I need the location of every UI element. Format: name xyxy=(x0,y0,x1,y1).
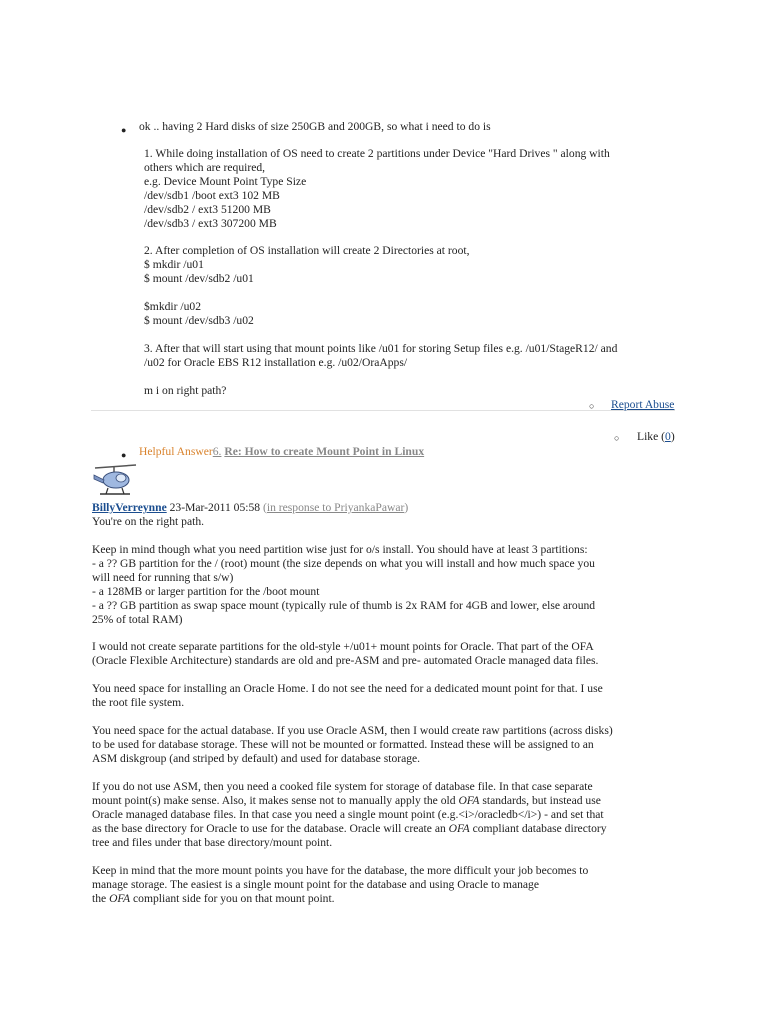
bullet-icon: ● xyxy=(121,125,127,135)
answer-title-link[interactable]: Re: How to create Mount Point in Linux xyxy=(224,445,425,458)
question-step3: 3. After that will start using that mount points like /u01 for storing Setup files e.g. /u01/StageR12/ and /u02 for Oracle EBS R12 installation e.g. /u02/OraApps/ xyxy=(144,342,618,369)
answer-header xyxy=(139,445,424,459)
circle-bullet-icon: ○ xyxy=(614,433,620,443)
divider xyxy=(91,410,675,411)
in-response-link[interactable]: in response to PriyankaPawar xyxy=(266,501,405,514)
answer-paragraph-5: You need space for the actual database. If you use Oracle ASM, then I would create raw partitions (across disks) to be used for database storage. These will not be mounted or formatted. Instead these will be assigned to an ASM diskgroup (and striped by default) and used for database storage. xyxy=(92,724,613,765)
question-step2: 2. After completion of OS installation will create 2 Directories at root, $ mkdir /u01 $ mount /dev/sdb2 /u01 xyxy=(144,244,470,285)
answer-meta: BillyVerreynne 23-Mar-2011 05:58 (in response to PriyankaPawar) xyxy=(92,501,409,514)
answer-paragraph-6: If you do not use ASM, then you need a cooked file system for storage of database file. In that case separate mount point(s) make sense. Also, it makes sense not to manually apply the old OFA standards, but instead use Oracle managed database files. In that case you need a single mount point (e.g.<i>/oracledb</i>) - and set that as the base directory for Oracle to use for the database. Oracle will create an OFA compliant database directory tree and files under that base directory/mount point. xyxy=(92,780,607,849)
circle-bullet-icon: ○ xyxy=(589,401,595,411)
question-step1: 1. While doing installation of OS need to create 2 partitions under Device "Hard Drives " along with others which are required, e.g. Device Mount Point Type Size /dev/sdb1 /boot ext3 102 MB /dev/sdb2 / ext3 51200 MB /dev/sdb3 / ext3 307200 MB xyxy=(144,147,610,230)
helicopter-avatar-icon xyxy=(92,463,139,499)
like-control: Like (0) xyxy=(637,430,675,443)
answer-paragraph-7: Keep in mind that the more mount points you have for the database, the more difficult your job becomes to manage storage. The easiest is a single mount point for the database and using Oracle to manage the OFA compliant side for you on that mount point. xyxy=(92,864,589,905)
report-abuse-link[interactable]: Report Abuse xyxy=(611,398,675,411)
answer-number: 6. xyxy=(212,445,222,458)
like-count-link[interactable]: 0 xyxy=(665,430,671,443)
bullet-icon: ● xyxy=(121,450,127,460)
answer-paragraph-3: I would not create separate partitions for the old-style +/u01+ mount points for Oracle. That part of the OFA (Oracle Flexible Architecture) standards are old and pre-ASM and pre- automated Oracle managed data files. xyxy=(92,640,599,667)
question-intro: ok .. having 2 Hard disks of size 250GB and 200GB, so what i need to do is xyxy=(139,120,491,133)
answer-paragraph-2: Keep in mind though what you need partition wise just for o/s install. You should have at least 3 partitions: - a ?? GB partition for the / (root) mount (the size depends on what you will install and how much space you will need for running that s/w) - a 128MB or larger partition for the /boot mount - a ?? GB partition as swap space mount (typically rule of thumb is 2x RAM for 4GB and lower, else around 25% of total RAM) xyxy=(92,543,596,626)
post-date: 23-Mar-2011 05:58 xyxy=(169,501,261,514)
question-step2b: $mkdir /u02 $ mount /dev/sdb3 /u02 xyxy=(144,300,254,327)
question-closing: m i on right path? xyxy=(144,384,227,397)
answer-paragraph-1: You're on the right path. xyxy=(92,515,205,528)
helpful-answer-label: Helpful Answer xyxy=(139,445,213,458)
answer-paragraph-4: You need space for installing an Oracle Home. I do not see the need for a dedicated mount point for that. I use the root file system. xyxy=(92,682,603,709)
author-link[interactable]: BillyVerreynne xyxy=(92,501,167,514)
